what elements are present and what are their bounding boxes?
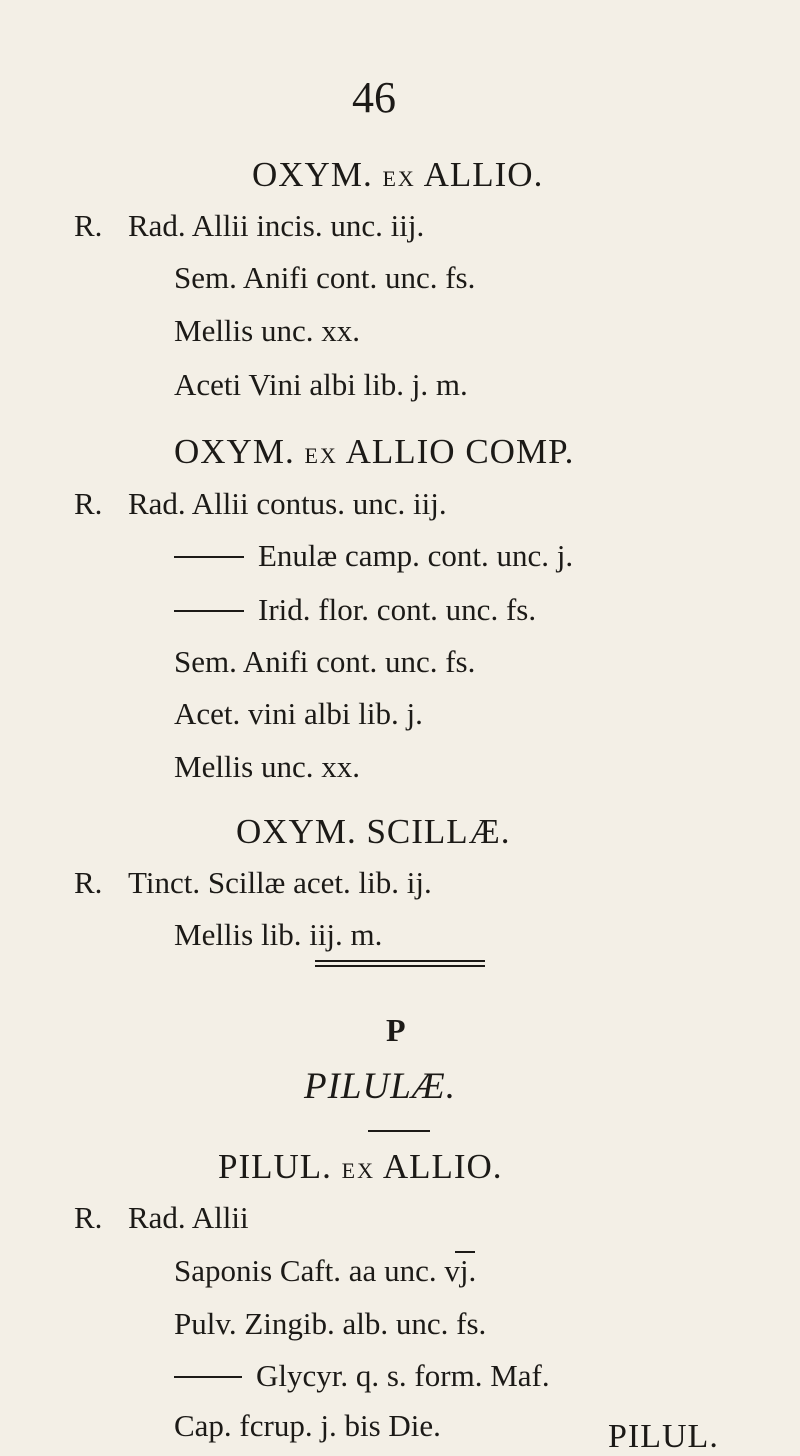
- section-heading-oxym-allio: [252, 155, 543, 195]
- section-heading-oxym-scillae: [236, 812, 511, 852]
- heading-rest: ALLIO.: [423, 155, 544, 194]
- recipe-line: Rad. Allii incis. unc. iij.: [128, 208, 425, 243]
- heading-main: PILUL.: [218, 1147, 332, 1186]
- heading-small-caps: EX: [304, 443, 338, 468]
- heading-main: OXYM.: [252, 155, 373, 194]
- section-heading-pilul-allio: [218, 1147, 503, 1187]
- recipe-line: Aceti Vini albi lib. j. m.: [174, 367, 468, 402]
- section-title: PILULÆ.: [304, 1066, 456, 1107]
- page-number: 46: [352, 73, 396, 122]
- recipe-line: [174, 538, 573, 574]
- recipe-line: Mellis lib. iij. m.: [174, 917, 383, 952]
- recipe-line: [174, 592, 536, 628]
- recipe-symbol: R.: [74, 208, 103, 243]
- section-heading-oxym-allio-comp: [174, 432, 574, 472]
- heading-small-caps: EX: [382, 166, 416, 191]
- short-rule: [368, 1130, 430, 1132]
- recipe-symbol: R.: [74, 865, 103, 900]
- recipe-line-text: Enulæ camp. cont. unc. j.: [258, 538, 574, 573]
- heading-rest: ALLIO COMP.: [345, 432, 575, 471]
- recipe-line-text: Glycyr. q. s. form. Maf.: [256, 1358, 550, 1393]
- heading-main: OXYM. SCILLÆ.: [236, 812, 511, 851]
- recipe-line-text: Irid. flor. cont. unc. fs.: [258, 592, 537, 627]
- recipe-line: Cap. fcrup. j. bis Die.: [174, 1408, 441, 1443]
- recipe-line: Sem. Anifi cont. unc. fs.: [174, 260, 476, 295]
- recipe-line: Pulv. Zingib. alb. unc. fs.: [174, 1306, 487, 1341]
- section-letter: P: [386, 1012, 406, 1048]
- recipe-line: Rad. Allii contus. unc. iij.: [128, 486, 447, 521]
- recipe-symbol: R.: [74, 486, 103, 521]
- recipe-line: Mellis unc. xx.: [174, 313, 360, 348]
- heading-main: OXYM.: [174, 432, 295, 471]
- recipe-line: Acet. vini albi lib. j.: [174, 696, 423, 731]
- ditto-dash: [174, 556, 244, 558]
- heading-rest: ALLIO.: [382, 1147, 503, 1186]
- recipe-symbol: R.: [74, 1200, 103, 1235]
- catchword: PILUL.: [608, 1418, 719, 1455]
- ditto-dash: [174, 610, 244, 612]
- heading-small-caps: EX: [341, 1158, 375, 1183]
- ditto-dash: [174, 1376, 242, 1378]
- ornamental-rule: [315, 960, 485, 974]
- recipe-line: Sem. Anifi cont. unc. fs.: [174, 644, 476, 679]
- recipe-line: Mellis unc. xx.: [174, 749, 360, 784]
- recipe-line: Saponis Caft. aa unc. vj.: [174, 1253, 477, 1288]
- recipe-line: [174, 1358, 550, 1394]
- recipe-line: Tinct. Scillæ acet. lib. ij.: [128, 865, 432, 900]
- recipe-line: Rad. Allii: [128, 1200, 249, 1235]
